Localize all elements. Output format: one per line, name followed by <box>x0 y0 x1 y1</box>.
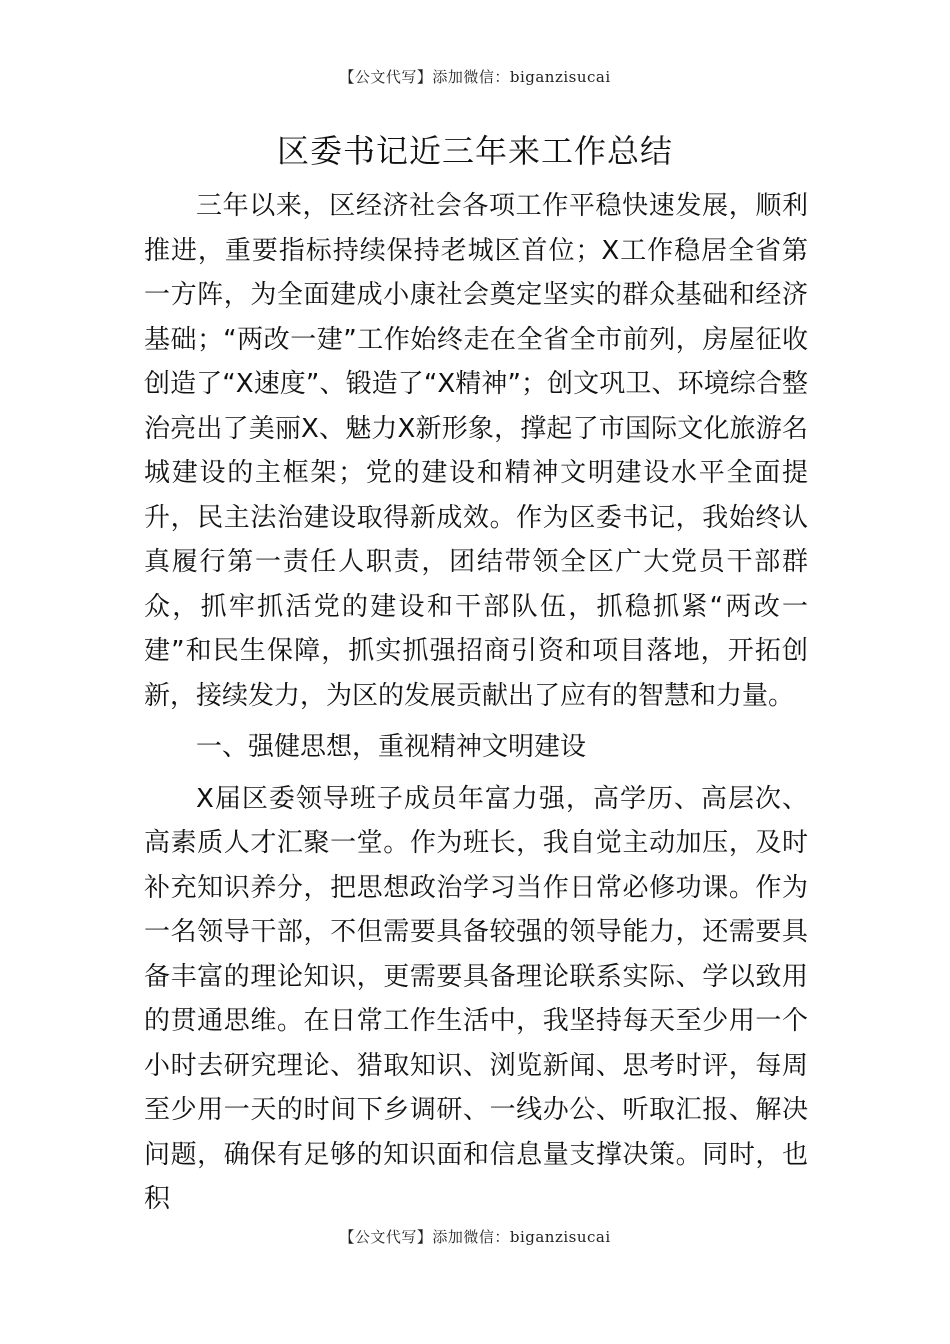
body-paragraph-section-1: X届区委领导班子成员年富力强，高学历、高层次、高素质人才汇聚一堂。作为班长，我自觉主动加压，及时补充知识养分，把思想政治学习当作日常必修功课。作为一名领导干部，不但需要具备较强的领导能力，还需要具备丰富的理论知识，更需要具备理论联系实际、学以致用的贯通思维。在日常工作生活中，我坚持每天至少用一个小时去研究理论、猎取知识、浏览新闻、思考时评，每周至少用一天的时间下乡调研、一线办公、听取汇报、解决问题，确保有足够的知识面和信息量支撑决策。同时，也积 <box>144 783 808 1214</box>
body-paragraph-intro: 三年以来，区经济社会各项工作平稳快速发展，顺利推进，重要指标持续保持老城区首位；X工作稳居全省第一方阵，为全面建成小康社会奠定坚实的群众基础和经济基础；“两改一建”工作始终走在全省全市前列，房屋征收创造了“X速度”、锻造了“X精神”；创文巩卫、环境综合整治亮出了美丽X、魅力X新形象，撑起了市国际文化旅游名城建设的主框架；党的建设和精神文明建设水平全面提升，民主法治建设取得新成效。作为区委书记，我始终认真履行第一责任人职责，团结带领全区广大党员干部群众，抓牢抓活党的建设和干部队伍，抓稳抓紧“两改一建”和民生保障，抓实抓强招商引资和项目落地，开拓创新，接续发力，为区的发展贡献出了应有的智慧和力量。 <box>144 191 808 711</box>
document-title: 区委书记近三年来工作总结 <box>276 132 673 170</box>
header-watermark-note: 【公文代写】添加微信：biganzisucai <box>339 68 611 86</box>
footer-watermark-note: 【公文代写】添加微信：biganzisucai <box>339 1228 611 1246</box>
section-heading-1: 一、强健思想，重视精神文明建设 <box>196 732 587 762</box>
document-body <box>144 184 808 1222</box>
